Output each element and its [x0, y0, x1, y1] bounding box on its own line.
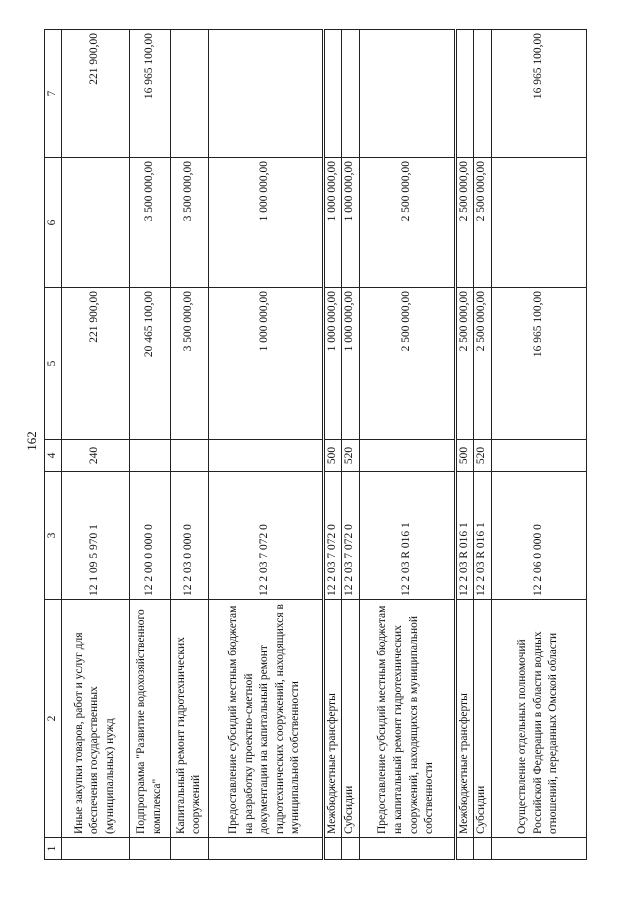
row-vr	[491, 440, 586, 472]
row-col5: 1 000 000,00	[208, 288, 323, 440]
column-header: 4	[45, 440, 62, 472]
row-col7	[359, 30, 455, 158]
row-code: 12 1 09 5 970 1	[61, 472, 129, 600]
row-name: Субсидии	[473, 600, 491, 838]
row-index-cell	[129, 838, 170, 860]
page-number: 162	[24, 431, 39, 451]
column-header: 3	[45, 472, 62, 600]
header-row	[45, 30, 62, 860]
table-row	[341, 30, 359, 860]
row-col6: 2 500 000,00	[455, 158, 473, 288]
row-name: Иные закупки товаров, работ и услуг для обеспечения государственных (муниципальных) нужд	[61, 600, 129, 838]
row-index-cell	[170, 838, 208, 860]
row-vr: 240	[61, 440, 129, 472]
row-col5: 2 500 000,00	[473, 288, 491, 440]
row-col7: 16 965 100,00	[129, 30, 170, 158]
table-row	[129, 30, 170, 860]
row-col7: 16 965 100,00	[491, 30, 586, 158]
table-row	[208, 30, 323, 860]
row-col6: 3 500 000,00	[170, 158, 208, 288]
row-col5: 221 900,00	[61, 288, 129, 440]
rotated-table-container	[44, 30, 604, 860]
row-vr: 500	[455, 440, 473, 472]
row-col7	[341, 30, 359, 158]
row-index-cell	[61, 838, 129, 860]
row-index-cell	[455, 838, 473, 860]
table-row	[359, 30, 455, 860]
row-name: Межбюджетные трансферты	[323, 600, 341, 838]
row-col5: 20 465 100,00	[129, 288, 170, 440]
row-code: 12 2 00 0 000 0	[129, 472, 170, 600]
row-vr	[170, 440, 208, 472]
row-col7	[208, 30, 323, 158]
row-name: Субсидии	[341, 600, 359, 838]
row-vr	[208, 440, 323, 472]
row-code: 12 2 03 7 072 0	[208, 472, 323, 600]
row-index-cell	[491, 838, 586, 860]
row-name: Осуществление отдельных полномочий Российской Федерации в области водных отношений, переданных Омской области	[491, 600, 586, 838]
row-col7	[473, 30, 491, 158]
column-header: 5	[45, 288, 62, 440]
row-col7	[323, 30, 341, 158]
column-header: 6	[45, 158, 62, 288]
row-name: Межбюджетные трансферты	[455, 600, 473, 838]
row-name: Предоставление субсидий местным бюджетам на разработку проектно-сметной документации на капитальный ремонт гидротехнических сооружений, находящихся в муниципальной собственности	[208, 600, 323, 838]
row-index-cell	[323, 838, 341, 860]
row-col5: 16 965 100,00	[491, 288, 586, 440]
table-row	[323, 30, 341, 860]
row-col5: 1 000 000,00	[323, 288, 341, 440]
row-col6	[61, 158, 129, 288]
table-row	[473, 30, 491, 860]
row-code: 12 2 03 R 016 1	[359, 472, 455, 600]
row-col6: 2 500 000,00	[473, 158, 491, 288]
row-name: Подпрограмма "Развитие водохозяйственного комплекса"	[129, 600, 170, 838]
row-code: 12 2 06 0 000 0	[491, 472, 586, 600]
row-vr	[359, 440, 455, 472]
row-vr: 520	[341, 440, 359, 472]
row-code: 12 2 03 0 000 0	[170, 472, 208, 600]
column-header: 2	[45, 600, 62, 838]
row-name: Капитальный ремонт гидротехнических сооружений	[170, 600, 208, 838]
row-col5: 1 000 000,00	[341, 288, 359, 440]
row-index-cell	[341, 838, 359, 860]
row-code: 12 2 03 R 016 1	[473, 472, 491, 600]
row-index-cell	[473, 838, 491, 860]
row-col6: 1 000 000,00	[341, 158, 359, 288]
table-row	[170, 30, 208, 860]
row-col5: 2 500 000,00	[359, 288, 455, 440]
row-col6: 1 000 000,00	[208, 158, 323, 288]
row-col5: 2 500 000,00	[455, 288, 473, 440]
row-code: 12 2 03 7 072 0	[323, 472, 341, 600]
row-col5: 3 500 000,00	[170, 288, 208, 440]
row-code: 12 2 03 7 072 0	[341, 472, 359, 600]
row-vr: 500	[323, 440, 341, 472]
table-row	[455, 30, 473, 860]
column-header: 1	[45, 838, 62, 860]
row-index-cell	[208, 838, 323, 860]
budget-table	[44, 29, 587, 860]
row-code: 12 2 03 R 016 1	[455, 472, 473, 600]
table-row	[491, 30, 586, 860]
column-header: 7	[45, 30, 62, 158]
row-index-cell	[359, 838, 455, 860]
row-col6	[491, 158, 586, 288]
row-col7	[170, 30, 208, 158]
row-vr: 520	[473, 440, 491, 472]
row-col6: 2 500 000,00	[359, 158, 455, 288]
row-col7: 221 900,00	[61, 30, 129, 158]
row-col6: 3 500 000,00	[129, 158, 170, 288]
table-row	[61, 30, 129, 860]
row-vr	[129, 440, 170, 472]
row-col7	[455, 30, 473, 158]
row-name: Предоставление субсидий местным бюджетам на капитальный ремонт гидротехнических сооружений, находящихся в муниципальной собственности	[359, 600, 455, 838]
row-col6: 1 000 000,00	[323, 158, 341, 288]
